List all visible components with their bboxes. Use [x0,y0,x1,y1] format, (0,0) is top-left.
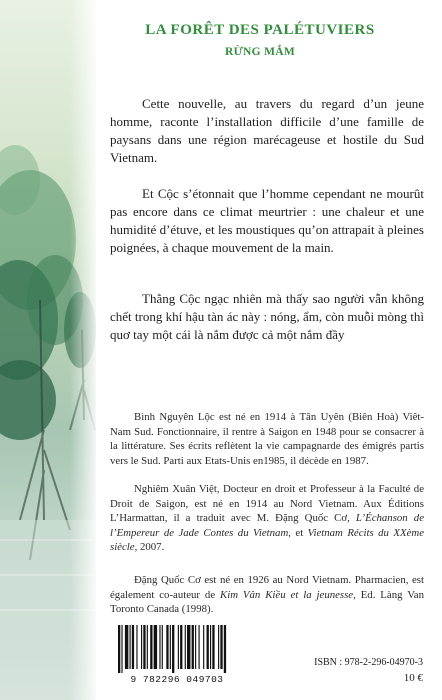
translator-bio-2 [110,573,424,617]
translator-bio-2-a: Đặng Quốc Cơ est né en 1926 au Nord Vietnam. Pharmacien, est également co-auteur de [110,574,424,601]
synopsis-paragraph: Cette nouvelle, au travers du regard d’un jeune homme, raconte l’installation difficile d’une famille de paysans dans une région marécageuse et hostile du Sud Vietnam. [110,96,424,165]
translator-bio-2-c: , Ed. Làng Van Toronto Canada (1998). [110,588,424,616]
translator-bio-1 [110,482,424,555]
barcode-digits: 9 782296 049703 [130,674,224,685]
book-reference-2: Vietnam Récits du XXème siècle [110,526,424,554]
translator-bio-1-main: Nghiêm Xuân Việt, Docteur en droit et Professeur à la Faculté de Droit de Saigon, est né en 1914 au Nord Vietnam. [110,483,424,510]
mangrove-illustration [0,0,96,700]
book-title: LA FORÊT DES PALÉTUVIERS [145,22,375,38]
isbn: ISBN : 978-2-296-04970-3 [314,657,423,668]
french-excerpt: Et Cộc s’étonnait que l’homme cependant ne mourût pas encore dans ce climat meurtrier : une chaleur et une humidité d’étuve, et les moustiques qu’on attrapait à pleines poignées, à chaque mouvement de la main. [110,186,424,255]
barcode-bars [118,625,236,673]
author-bio: Bình Nguyên Lộc est né en 1914 à Tân Uyên (Biên Hoà) Viêt-Nam Sud. Fonctionnaire, il rentre à Saigon en 1948 pour se consacrer à la littérature. Ses écrits reflètent la vie campagnarde des émigrés partis vers le Sud. Parti aux Etats-Unis en1985, il décède en 1987. [110,411,424,467]
barcode [108,625,246,687]
panel-fade [70,0,96,700]
book-reference-3: Kim Vân Kiều et la jeunesse [220,588,354,601]
price: 10 € [403,672,423,684]
translator-bio-1-extra-c: , et [288,526,308,539]
translator-bio-1-extra-a: Aux Éditions L’Harmattan, il a traduit avec M. Đặng Quốc Cơ, [110,497,424,525]
vietnamese-excerpt: Thằng Cộc ngạc nhiên mà thấy sao người vẫn không chết trong khí hậu tàn ác này : nóng, ẩm, còn muỗi mòng thì quơ tay một cái là nắm được cả một nắm đầy [110,291,424,342]
book-reference-1: L’Échanson de l’Empereur de Jade Contes du Vietnam [110,512,424,539]
book-subtitle: RỪNG MẮM [225,46,295,58]
translator-bio-1-extra-e: , 2007. [134,541,165,554]
